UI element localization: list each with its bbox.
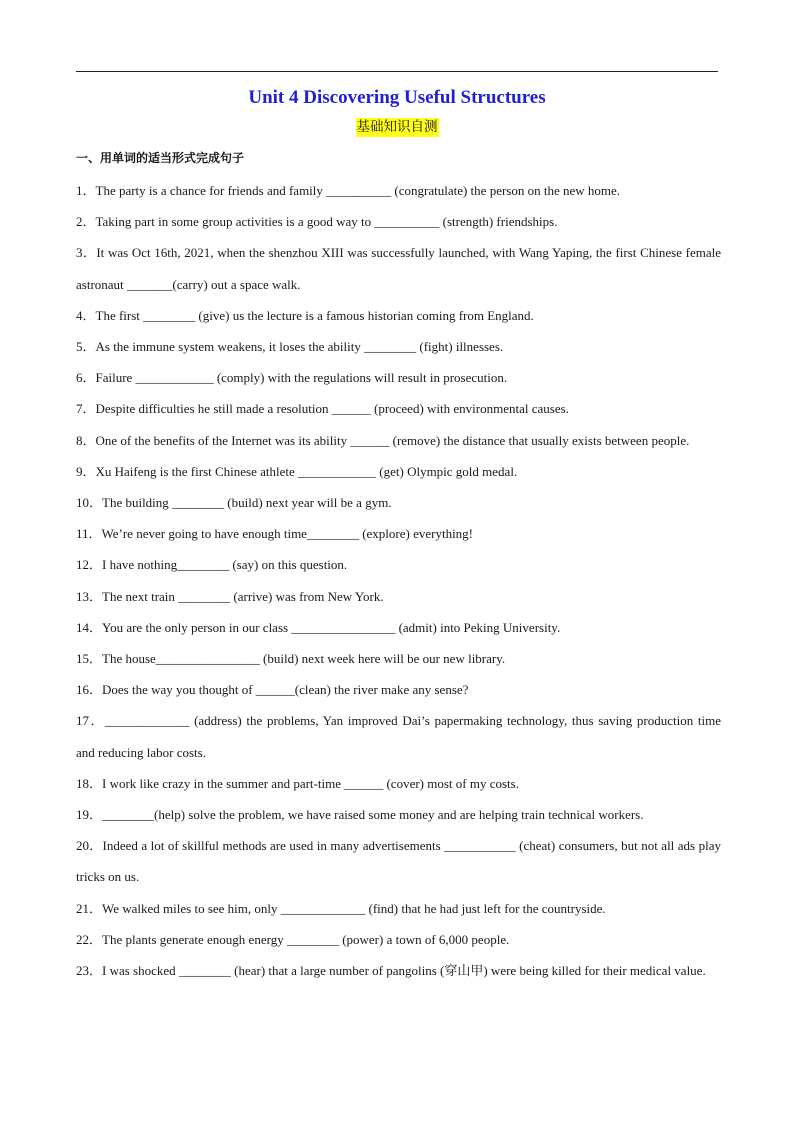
question-item: 16．Does the way you thought of ______(clean) the river make any sense? (76, 682, 469, 698)
header-rule (76, 71, 718, 72)
question-item: 10．The building ________ (build) next year will be a gym. (76, 495, 392, 511)
question-item: 19．________(help) solve the problem, we have raised some money and are helping train technical workers. (76, 807, 644, 823)
question-item: 2．Taking part in some group activities is a good way to __________ (strength) friendships. (76, 214, 558, 230)
question-item: 8．One of the benefits of the Internet was its ability ______ (remove) the distance that usually exists between people. (76, 432, 690, 448)
question-item: 1．The party is a chance for friends and family __________ (congratulate) the person on the new home. (76, 183, 621, 198)
question-item: 23．I was shocked ________ (hear) that a large number of pangolins (穿山甲) were being killed for their medical value. (76, 963, 706, 979)
question-item: 5．As the immune system weakens, it loses the ability ________ (fight) illnesses. (76, 339, 504, 355)
question-item: 4．The first ________ (give) us the lecture is a famous historian coming from England. (76, 307, 534, 323)
question-item: 11．We’re never going to have enough time________ (explore) everything! (76, 526, 474, 542)
question-item: 12．I have nothing________ (say) on this question. (76, 557, 348, 573)
question-item: 7．Despite difficulties he still made a resolution ______ (proceed) with environmental causes. (76, 401, 569, 417)
question-item: 6．Failure ____________ (comply) with the regulations will result in prosecution. (76, 370, 508, 386)
question-list (76, 175, 721, 986)
page-title: Unit 4 Discovering Useful Structures (248, 87, 546, 108)
question-item: 9．Xu Haifeng is the first Chinese athlete ____________ (get) Olympic gold medal. (76, 463, 518, 479)
subtitle-container (0, 118, 794, 137)
question-item: 22．The plants generate enough energy ________ (power) a town of 6,000 people. (76, 931, 510, 947)
question-item: 17．_____________ (address) the problems, Yan improved Dai’s papermaking technology, thus saving production time and reducing labor costs. (76, 713, 721, 760)
question-item: 14．You are the only person in our class ________________ (admit) into Peking University. (76, 619, 561, 635)
section-heading: 一、用单词的适当形式完成句子 (76, 151, 245, 165)
question-item: 21．We walked miles to see him, only _____________ (find) that he had just left for the countryside. (76, 900, 606, 916)
question-item: 20．Indeed a lot of skillful methods are used in many advertisements ___________ (cheat) consumers, but not all ads play tricks on us. (76, 838, 721, 885)
question-item: 3．It was Oct 16th, 2021, when the shenzhou XIII was successfully launched, with Wang Yaping, the first Chinese female astronaut _______(carry) out a space walk. (76, 245, 721, 292)
highlighted-subtitle: 基础知识自测 (356, 119, 438, 135)
question-item: 18．I work like crazy in the summer and part-time ______ (cover) most of my costs. (76, 775, 519, 791)
question-item: 15．The house________________ (build) next week here will be our new library. (76, 651, 506, 667)
question-item: 13．The next train ________ (arrive) was from New York. (76, 588, 384, 604)
